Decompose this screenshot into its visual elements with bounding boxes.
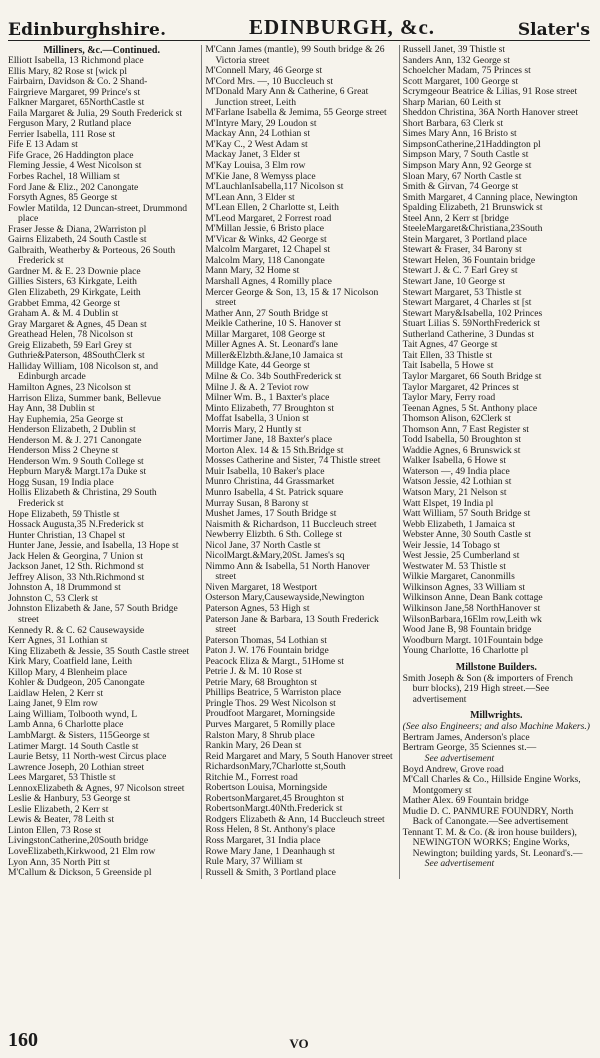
directory-entry: Minto Elizabeth, 77 Broughton st [205,402,335,414]
directory-entry: LennoxElizabeth & Agnes, 97 Nicolson street [8,782,185,794]
directory-entry: Mackay Janet, 3 Elder st [205,149,300,161]
directory-entry: Taylor Margaret, 42 Princes st [402,381,519,393]
directory-entry: M'Kie Jane, 8 Wemyss place [205,170,316,182]
directory-entry: Robertson Louisa, Morningside [205,782,328,794]
directory-entry: Jeffrey Alison, 33 Nth.Richmond st [8,571,145,583]
directory-entry: Latimer Margt. 14 South Castle st [8,740,139,752]
directory-entry: Tait Isabella, 5 Howe st [402,360,494,372]
directory-entry: Watson Jessie, 42 Lothian st [402,476,512,488]
directory-entry: Russell & Smith, 3 Portland place [205,866,336,878]
directory-entry: LoveElizabeth,Kirkwood, 21 Elm row [8,846,156,858]
column-1 [8,45,195,879]
directory-entry: M'Kay C., 2 West Adam st [205,138,308,150]
directory-entry: Fife Grace, 26 Haddington place [8,149,134,161]
directory-entry: Sheddon Christina, 36A North Hanover street [402,107,578,119]
directory-entry: Stuart Lilias S. 59NorthFrederick st [402,318,540,330]
directory-entry: Greig Elizabeth, 59 Earl Grey st [8,339,132,351]
directory-entry: Graham A. & M. 4 Dublin st [8,308,119,320]
directory-entry: Simes Mary Ann, 16 Bristo st [402,128,517,140]
directory-entry: Smith Joseph & Son (& importers of French burr blocks), 219 High street.—See advertisement [402,672,573,705]
directory-entry: Harrison Eliza, Summer bank, Bellevue [8,392,161,404]
directory-entry: Peacock Eliza & Margt., 51Home st [205,655,344,667]
directory-entry: Hunter Christian, 13 Chapel st [8,529,125,541]
directory-entry: M'Call Charles & Co., Hillside Engine Works, Montgomery st [402,774,581,796]
directory-entry: Fowler Matilda, 12 Duncan-street, Drummond place [8,202,188,225]
directory-entry: Grabbet Emma, 42 George st [8,297,120,309]
directory-entry: Ford Jane & Eliz., 202 Canongate [8,181,139,193]
directory-entry: LivingstonCatherine,20South bridge [8,835,149,847]
directory-entry: Greathead Helen, 78 Nicolson st [8,329,133,341]
directory-entry: Hope Elizabeth, 59 Thistle st [8,508,120,520]
directory-entry: Ellis Mary, 82 Rose st [wick pl [8,65,128,77]
directory-entry: Lewis & Beater, 78 Leith st [8,814,115,826]
page-number: 160 [8,1029,38,1051]
directory-entry: Teenan Agnes, 5 St. Anthony place [402,402,538,414]
directory-entry: King Elizabeth & Jessie, 35 South Castle street [8,645,190,657]
directory-entry: Laing William, Tolbooth wynd, L [8,708,138,720]
directory-entry: Milne J. & A. 2 Teviot row [205,381,309,393]
directory-entry: Munro Isabella, 4 St. Patrick square [205,486,344,498]
directory-entry: Paterson Thomas, 54 Lothian st [205,634,327,646]
directory-entry: Fairgrieve Margaret, 99 Prince's st [8,86,141,98]
directory-entry: Rankin Mary, 26 Dean st [205,740,302,752]
directory-entry: Naismith & Richardson, 11 Buccleuch street [205,518,377,530]
directory-entry: Mackay Ann, 24 Lothian st [205,128,311,140]
directory-entry: Morton Alex. 14 & 15 Sth.Bridge st [205,444,344,456]
directory-entry: Muir Isabella, 10 Baker's place [205,465,325,477]
directory-entry: Malcolm Mary, 118 Canongate [205,254,325,266]
directory-entry: Miller Agnes A. St. Leonard's lane [205,339,338,351]
directory-entry: See advertisement [424,753,495,764]
directory-entry: Mather Ann, 27 South Bridge st [205,307,328,319]
directory-entry: Sloan Mary, 67 North Castle st [402,170,522,182]
directory-entry: Mann Mary, 32 Home st [205,265,300,277]
directory-entry: Mather Alex. 69 Fountain bridge [402,795,529,807]
directory-entry: Wood Jane B, 98 Fountain bridge [402,624,532,636]
directory-entry: Wilkinson Agnes, 33 William st [402,581,526,593]
directory-entry: SteeleMargaret&Christiana,23South [402,223,543,235]
directory-entry: Gairns Elizabeth, 24 South Castle st [8,234,147,246]
directory-entry: Lamb Anna, 6 Charlotte place [8,719,124,731]
directory-entry: M'Connell Mary, 46 George st [205,65,323,77]
directory-entry: Fairbairn, Davidson & Co. 2 Shand- [8,76,148,88]
directory-entry: Hollis Elizabeth & Christina, 29 South Frederick st [8,487,157,509]
directory-entry: Paterson Jane & Barbara, 13 South Frederick street [205,613,379,636]
cross-reference-note: (See also Engineers; and also Machine Makers.) [402,721,590,733]
directory-entry: M'LauchlanIsabella,117 Nicolson st [205,181,344,193]
directory-entry: Young Charlotte, 16 Charlotte pl [402,645,529,657]
directory-entry: Guthrie&Paterson, 48SouthClerk st [8,350,145,362]
directory-entry: Osterson Mary,Causewayside,Newington [205,592,365,604]
directory-entry: Tennant T. M. & Co. (& iron house builders), NEWINGTON WORKS; Engine Works, Newington; building yards, St. Leonard's.— [402,826,583,859]
directory-entry: Wilkie Margaret, Canonmills [402,571,515,583]
directory-entry: Morris Mary, 2 Huntly st [205,423,302,435]
section-title-millwrights: Millwrights. [470,710,523,722]
directory-entry: RobertsonMargt.40Nth.Frederick st [205,803,343,815]
directory-entry: Ross Margaret, 31 India place [205,835,321,847]
directory-entry: Henderson Miss 2 Cheyne st [8,445,119,457]
directory-entry: Reid Margaret and Mary, 5 South Hanover street [205,750,393,762]
directory-entry: Jackson Janet, 12 Sth. Richmond st [8,561,144,573]
directory-entry: Niven Margaret, 18 Westport [205,581,318,593]
directory-entry: Proudfoot Margaret, Morningside [205,708,335,720]
directory-entry: LambMargt. & Sisters, 115George st [8,730,150,741]
directory-entry: Kirk Mary, Coatfield lane, Leith [8,656,133,668]
directory-entry: Lees Margaret, 53 Thistle st [8,772,116,784]
directory-entry: Halliday William, 108 Nicolson st, and Edinburgh arcade [8,360,158,383]
directory-entry: Millar Margaret, 108 George st [205,328,326,340]
directory-entry: Wilkinson Jane,58 NorthHanover st [402,602,541,614]
directory-entry: Laing Janet, 9 Elm row [8,698,98,710]
directory-entry: Newberry Elizbth. 6 Sth. College st [205,529,343,541]
page-footer [8,1028,590,1052]
directory-entry: Short Barbara, 63 Clerk st [402,117,504,129]
directory-entry: Smith & Girvan, 74 George st [402,181,519,193]
column-2 [201,45,392,879]
directory-entry: Johnston A, 18 Drummond st [8,582,121,594]
directory-entry: Mudie D. C. PANMURE FOUNDRY, North Back of Canongate.—See advertisement [402,805,574,828]
directory-entry: M'Cann James (mantle), 99 South bridge & 26 Victoria street [205,44,385,66]
directory-entry: Hogg Susan, 19 India place [8,476,114,488]
directory-entry: Rodgers Elizabeth & Ann, 14 Buccleuch street [205,813,385,825]
directory-entry: Stewart J. & C. 7 Earl Grey st [402,265,518,277]
directory-entry: Sutherland Catherine, 3 Dundas st [402,328,535,340]
directory-entry: Todd Isabella, 50 Broughton st [402,434,522,446]
directory-entry: Hay Ann, 38 Dublin st [8,403,95,415]
directory-entry: RichardsonMary,7Charlotte st,South [205,761,346,773]
directory-entry: M'Vicar & Winks, 42 George st [205,233,327,245]
directory-entry: Fife E 13 Adam st [8,139,78,151]
directory-entry: Nimmo Ann & Isabella, 51 North Hanover street [205,560,370,583]
running-head-county: Edinburghshire. [8,20,167,40]
directory-entry: Meikle Catherine, 10 S. Hanover st [205,318,341,330]
directory-entry: Tait Ellen, 33 Thistle st [402,349,493,361]
directory-entry: Scrymgeour Beatrice & Lilias, 91 Rose street [402,86,578,98]
directory-entry: Purves Margaret, 5 Romilly place [205,719,335,730]
directory-entry: Johnston Elizabeth & Jane, 57 South Bridge street [8,603,178,625]
directory-entry: Stewart & Fraser, 34 Barony st [402,244,522,256]
directory-entry: Waterson —, 49 India place [402,465,510,477]
directory-entry: M'Cord Mrs. —, 10 Buccleuch st [205,75,334,87]
directory-entry: Jack Helen & Georgina, 7 Union st [8,550,143,562]
directory-entry: Boyd Andrew, Grove road [402,763,504,775]
section-title-millstone-builders: Millstone Builders. [455,661,537,673]
directory-entry: WilsonBarbara,16Elm row,Leith wk [402,613,542,625]
directory-entry: Thomson Alison, 62Clerk st [402,413,511,425]
directory-entry: See advertisement [424,858,495,870]
section-title-milliners: Milliners, &c.—Continued. [43,45,160,56]
directory-entry: M'Kay Louisa, 3 Elm row [205,160,306,172]
directory-entry: Gardner M. & E. 23 Downie place [8,265,141,277]
directory-entry: Kennedy R. & C. 62 Causewayside [8,624,145,636]
directory-entry: Taylor Margaret, 66 South Bridge st [402,370,542,382]
directory-entry: Stewart Margaret, 53 Thistle st [402,286,522,298]
directory-entry: Westwater M. 53 Thistle st [402,560,506,572]
directory-entry: Milner Wm. B., 1 Baxter's place [205,392,330,404]
directory-entry: SimpsonCatherine,21Haddington pl [402,138,541,150]
directory-entry: Rowe Mary Jane, 1 Deanhaugh st [205,845,335,857]
directory-entry: Glen Elizabeth, 29 Kirkgate, Leith [8,287,141,299]
directory-entry: Laidlaw Helen, 2 Kerr st [8,687,104,699]
directory-entry: Faila Margaret & Julia, 29 South Frederick st [8,107,183,119]
directory-entry: Stewart Mary&Isabella, 102 Princes [402,307,543,319]
directory-entry: Ferrier Isabella, 111 Rose st [8,128,116,140]
directory-entry: Milldge Kate, 44 George st [205,360,310,372]
directory-entry: Johnston C, 53 Clerk st [8,592,98,604]
directory-entry: Sharp Marian, 60 Leith st [402,96,501,108]
directory-entry: Moffat Isabella, 3 Union st [205,413,309,425]
directory-entry: Paton J. W. 176 Fountain bridge [205,645,329,657]
directory-entry: Paterson Agnes, 53 High st [205,602,310,614]
directory-entry: Smith Margaret, 4 Canning place, Newington [402,191,578,203]
directory-entry: Stewart Helen, 36 Fountain bridge [402,254,536,266]
directory-entry: Gillies Sisters, 63 Kirkgate, Leith [8,276,137,288]
directory-entry: Simpson Mary, 7 South Castle st [402,149,529,161]
directory-entry: M'Lean Ann, 3 Elder st [205,191,295,203]
directory-entry: Ferguson Mary, 2 Rutland place [8,118,132,130]
directory-entry: Stein Margaret, 3 Portland place [402,233,527,245]
directory-entry: Petrie Mary, 68 Broughton st [205,676,317,688]
directory-entry: Hay Euphemia, 25a George st [8,413,124,425]
directory-entry: Sanders Ann, 132 George st [402,54,510,66]
running-head-town: EDINBURGH, &c. [248,15,436,39]
directory-entry: Marshall Agnes, 4 Romilly place [205,276,332,288]
directory-entry: Watt Elspet, 19 India pl [402,497,494,509]
directory-entry: Waddie Agnes, 6 Brunswick st [402,444,521,456]
directory-entry: Henderson Elizabeth, 2 Dublin st [8,424,136,436]
directory-entry: M'Callum & Dickson, 5 Greenside pl [8,867,152,879]
directory-entry: Laurie Betsy, 11 North-west Circus place [8,751,167,763]
directory-entry: Woodburn Margt. 101Fountain bdge [402,634,543,646]
directory-entry: Milne & Co. 34b SouthFrederick st [205,370,342,382]
directory-entry: M'Leod Margaret, 2 Forrest road [205,212,332,224]
directory-entry: Wilkinson Anne, Dean Bank cottage [402,592,543,604]
directory-entry: Watson Mary, 21 Nelson st [402,486,507,498]
directory-entry: Falkner Margaret, 65NorthCastle st [8,97,145,109]
directory-entry: Pringle Thos. 29 West Nicolson st [205,697,336,709]
directory-entry: Lawrence Joseph, 20 Lothian street [8,761,145,773]
directory-entry: M'Lean Ellen, 2 Charlotte st, Leith [205,202,339,214]
directory-entry: Miller&Elzbth.&Jane,10 Jamaica st [205,349,343,361]
directory-entry: Ralston Mary, 8 Shrub place [205,729,315,741]
columns [8,45,590,879]
directory-entry: Simpson Mary Ann, 92 George st [402,160,532,172]
directory-entry: Forbes Rachel, 18 William st [8,171,120,183]
directory-entry: Ross Helen, 8 St. Anthony's place [205,824,336,836]
directory-entry: Munro Christina, 44 Grassmarket [205,476,335,488]
directory-entry: Petrie J. & M. 10 Rose st [205,666,302,678]
directory-entry: Stewart Jane, 10 George st [402,276,506,288]
directory-entry: Scott Margaret, 100 George st [402,75,519,87]
running-head-publisher: Slater's [517,20,590,40]
directory-entry: M'Farlane Isabella & Jemima, 55 George street [205,107,387,119]
directory-entry: Mushet James, 17 South Bridge st [205,508,337,520]
directory-entry: Bertram James, Anderson's place [402,731,530,743]
directory-entry: Ritchie M., Forrest road [205,771,298,783]
directory-entry: Taylor Mary, Ferry road [402,392,496,404]
directory-entry: Hossack Augusta,35 N.Frederick st [8,519,144,531]
directory-entry: Linton Ellen, 73 Rose st [8,824,102,836]
directory-entry: Forsyth Agnes, 85 George st [8,192,118,204]
directory-entry: Bertram George, 35 Sciennes st.— [402,742,537,754]
directory-entry: Kerr Agnes, 31 Lothian st [8,635,108,647]
directory-entry: Galbraith, Weatherby & Porteous, 26 South Frederick st [8,244,176,267]
directory-entry: Russell Janet, 39 Thistle st [402,44,506,55]
page-header [8,6,590,41]
column-3 [399,45,590,879]
directory-entry: Elliott Isabella, 13 Richmond place [8,55,144,66]
directory-entry: Stewart Margaret, 4 Charles st [st [402,297,532,309]
directory-entry: Henderson M. & J. 271 Canongate [8,434,142,446]
directory-entry: Hunter Jane, Jessie, and Isabella, 13 Hope st [8,540,179,552]
directory-entry: Hamilton Agnes, 23 Nicolson st [8,381,131,393]
directory-entry: Fraser Jesse & Diana, 2Warriston pl [8,223,147,235]
directory-entry: Steel Ann, 2 Kerr st [bridge [402,212,509,224]
directory-entry: Nicol Jane, 37 North Castle st [205,539,321,551]
directory-entry: Walker Isabella, 6 Howe st [402,455,507,467]
directory-entry: Thomson Ann, 7 East Register st [402,423,529,435]
directory-entry: Leslie & Hanbury, 53 George st [8,793,131,805]
directory-entry: Webster Anne, 30 South Castle st [402,529,531,541]
directory-entry: M'Millan Jessie, 6 Bristo place [205,223,325,235]
directory-entry: M'Donald Mary Ann & Catherine, 6 Great Junction street, Leith [205,86,369,108]
directory-entry: Kohler & Dudgeon, 205 Canongate [8,677,145,689]
signature-mark: VO [289,1036,309,1051]
directory-entry: Murray Susan, 8 Barony st [205,497,309,509]
directory-entry: Mosses Catherine and Sister, 74 Thistle street [205,455,381,467]
directory-entry: RobertsonMargaret,45 Broughton st [205,792,344,804]
directory-entry: Rule Mary, 37 William st [205,856,303,868]
directory-entry: Weir Jessie, 14 Tobago st [402,539,500,551]
directory-entry: Phillips Beatrice, 5 Warriston place [205,687,342,699]
directory-entry: Hepburn Mary& Margt.17a Duke st [8,466,147,478]
directory-entry: Lyon Ann, 35 North Pitt st [8,856,110,868]
directory-entry: Mortimer Jane, 18 Baxter's place [205,434,333,446]
directory-entry: Watt William, 57 South Bridge st [402,508,531,520]
directory-entry: Leslie Elizabeth, 2 Kerr st [8,803,109,815]
directory-entry: Webb Elizabeth, 1 Jamaica st [402,518,516,530]
directory-entry: NicolMargt.&Mary,20St. James's sq [205,550,345,562]
directory-entry: Malcolm Margaret, 12 Chapel st [205,244,331,256]
directory-entry: Henderson Wm. 9 South College st [8,455,144,467]
directory-entry: Spalding Elizabeth, 21 Brunswick st [402,202,543,214]
directory-entry: Killop Mary, 4 Blenheim place [8,666,128,678]
directory-entry: Tait Agnes, 47 George st [402,339,498,351]
directory-entry: Schoelcher Madam, 75 Princes st [402,65,531,77]
directory-entry: Mercer George & Son, 13, 15 & 17 Nicolson street [205,286,379,309]
directory-entry: Fleming Jessie, 4 West Nicolson st [8,160,142,172]
directory-entry: Gray Margaret & Agnes, 45 Dean st [8,318,147,330]
directory-entry: West Jessie, 25 Cumberland st [402,550,520,562]
directory-entry: M'Intyre Mary, 29 Loudon st [205,117,317,129]
